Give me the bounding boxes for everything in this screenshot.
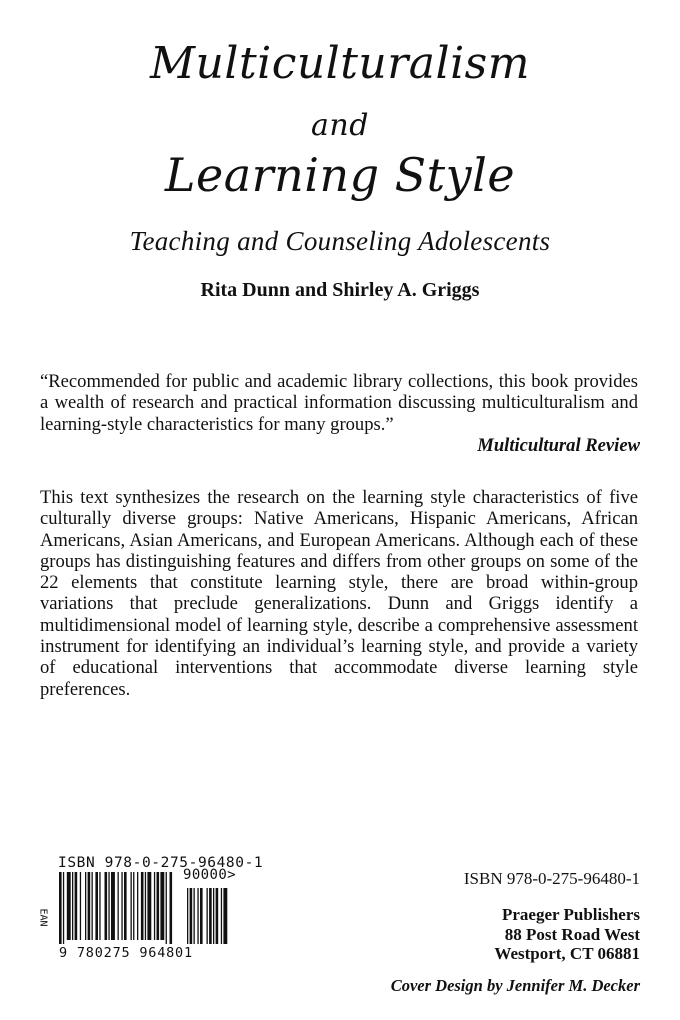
- review-source: Multicultural Review: [477, 435, 640, 456]
- title-line-1: Multiculturalism: [149, 38, 530, 89]
- ean-label: EAN: [37, 908, 49, 927]
- subtitle: Teaching and Counseling Adolescents: [129, 226, 551, 256]
- isbn-text: ISBN 978-0-275-96480-1: [463, 869, 640, 888]
- barcode-isbn-label: ISBN 978-0-275-96480-1: [58, 855, 264, 871]
- publisher-street: 88 Post Road West: [504, 924, 640, 944]
- cover-design-credit: Cover Design by Jennifer M. Decker: [390, 976, 640, 995]
- publisher-name: Praeger Publishers: [501, 905, 640, 924]
- review-quote: “Recommended for public and academic library collections, this book provides a wealth of research and practical information discussing multiculturalism and learning-style characteristics for many groups.”: [40, 371, 638, 435]
- barcode-icon: [59, 872, 249, 947]
- book-description: This text synthesizes the research on the learning style characteristics of five culturally diverse groups: Native Americans, Hispanic Americans, African Americans, Asian Americans, and European Americans. Although each of these groups has distinguishing features and differs from other groups on some of the 22 elements that constitute learning style, there are broad within-group variations that preclude generalizations. Dunn and Griggs identify a multidimensional model of learning style, describe a comprehensive assessment instrument for identifying an individual’s learning style, and provide a variety of educational interventions that accommodate diverse learning style preferences.: [40, 487, 638, 700]
- publisher-city: Westport, CT 06881: [494, 944, 640, 963]
- barcode-digits: 9 780275 964801: [59, 945, 193, 961]
- title-line-3: Learning Style: [164, 148, 516, 202]
- authors: Rita Dunn and Shirley A. Griggs: [200, 279, 480, 301]
- publisher-address: [494, 905, 640, 964]
- title-line-2: and: [311, 108, 369, 143]
- barcode-addon-digits: 90000>: [183, 867, 236, 883]
